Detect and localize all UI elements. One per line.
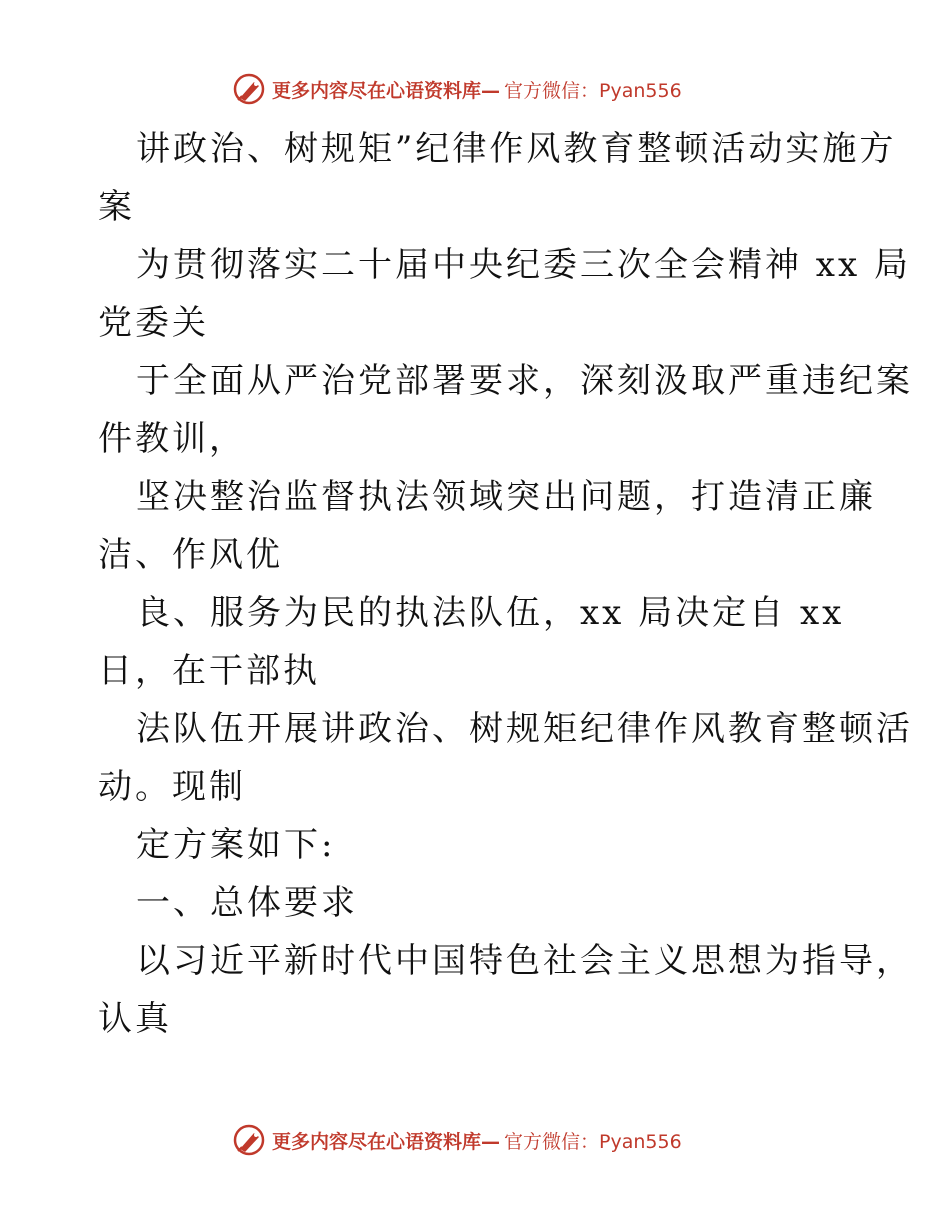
- paragraph-line: 洁、作风优: [98, 535, 283, 575]
- paragraph-line: 为贯彻落实二十届中央纪委三次全会精神 xx 局: [136, 245, 911, 285]
- watermark-wechat: 官方微信：Pyan556: [504, 79, 682, 102]
- paragraph-line: 良、服务为民的执法队伍，xx 局决定自 xx: [136, 593, 845, 633]
- section-heading: 一、总体要求: [136, 883, 358, 923]
- paragraph-line: 日，在干部执: [98, 651, 320, 691]
- title-line-1: 讲政治、树规矩”纪律作风教育整顿活动实施方: [136, 129, 897, 169]
- paragraph-line: 件教训，: [98, 419, 246, 459]
- title-line-2: 案: [98, 187, 135, 227]
- paragraph-line: 定方案如下:: [136, 825, 336, 865]
- paragraph-line: 以习近平新时代中国特色社会主义思想为指导，: [136, 941, 913, 981]
- watermark-text: 更多内容尽在心语资料库—: [272, 79, 501, 102]
- paragraph-line: 动。现制: [98, 767, 246, 807]
- pen-nib-logo-icon: [232, 72, 268, 106]
- watermark-footer: [232, 1123, 682, 1157]
- watermark-header: [232, 72, 682, 106]
- watermark-text: 更多内容尽在心语资料库—: [272, 1130, 501, 1153]
- paragraph-line: 法队伍开展讲政治、树规矩纪律作风教育整顿活: [136, 709, 913, 749]
- watermark-wechat: 官方微信：Pyan556: [504, 1130, 682, 1153]
- paragraph-line: 认真: [98, 999, 172, 1039]
- paragraph-line: 党委关: [98, 303, 209, 343]
- paragraph-line: 于全面从严治党部署要求，深刻汲取严重违纪案: [136, 361, 913, 401]
- paragraph-line: 坚决整治监督执法领域突出问题，打造清正廉: [136, 477, 876, 517]
- pen-nib-logo-icon: [232, 1123, 268, 1157]
- document-body: [98, 120, 913, 1048]
